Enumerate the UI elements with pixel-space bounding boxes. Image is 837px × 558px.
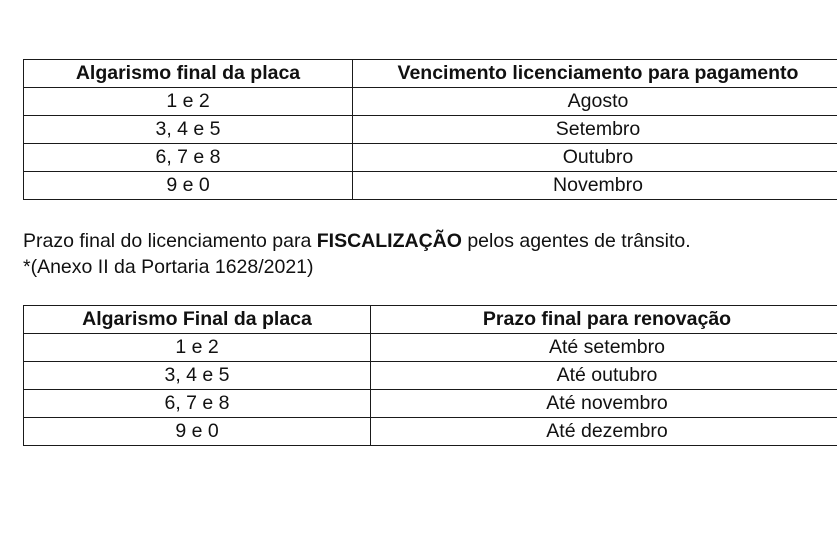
inspection-deadline-note (23, 228, 691, 255)
table-row (24, 418, 837, 446)
renewal-deadline-cell: Até setembro (371, 334, 837, 362)
table-header-row (24, 60, 837, 88)
table-row (24, 88, 837, 116)
table-row (24, 362, 837, 390)
due-month-cell: Outubro (353, 144, 837, 172)
note-text-bold: FISCALIZAÇÃO (316, 230, 462, 252)
table-row (24, 334, 837, 362)
plate-digit-cell: 1 e 2 (24, 334, 371, 362)
column-header-plate-digit: Algarismo Final da placa (24, 306, 371, 334)
plate-digit-cell: 9 e 0 (24, 418, 371, 446)
note-text-after: pelos agentes de trânsito. (461, 230, 691, 252)
column-header-plate-digit: Algarismo final da placa (24, 60, 353, 88)
due-month-cell: Novembro (353, 172, 837, 200)
renewal-deadline-cell: Até dezembro (371, 418, 837, 446)
due-month-cell: Agosto (353, 88, 837, 116)
renewal-deadline-table (23, 305, 837, 446)
column-header-renewal-deadline: Prazo final para renovação (371, 306, 837, 334)
renewal-deadline-cell: Até novembro (371, 390, 837, 418)
plate-digit-cell: 3, 4 e 5 (24, 116, 353, 144)
due-month-cell: Setembro (353, 116, 837, 144)
renewal-deadline-cell: Até outubro (371, 362, 837, 390)
plate-digit-cell: 9 e 0 (24, 172, 353, 200)
column-header-payment-due: Vencimento licenciamento para pagamento (353, 60, 837, 88)
table-row (24, 116, 837, 144)
plate-digit-cell: 6, 7 e 8 (24, 390, 371, 418)
note-text-before: Prazo final do licenciamento para (23, 230, 317, 252)
table-header-row (24, 306, 837, 334)
plate-digit-cell: 3, 4 e 5 (24, 362, 371, 390)
table-row (24, 390, 837, 418)
licensing-payment-table (23, 59, 837, 200)
table-row (24, 144, 837, 172)
plate-digit-cell: 6, 7 e 8 (24, 144, 353, 172)
regulation-reference: *(Anexo II da Portaria 1628/2021) (23, 256, 314, 278)
plate-digit-cell: 1 e 2 (24, 88, 353, 116)
table-row (24, 172, 837, 200)
